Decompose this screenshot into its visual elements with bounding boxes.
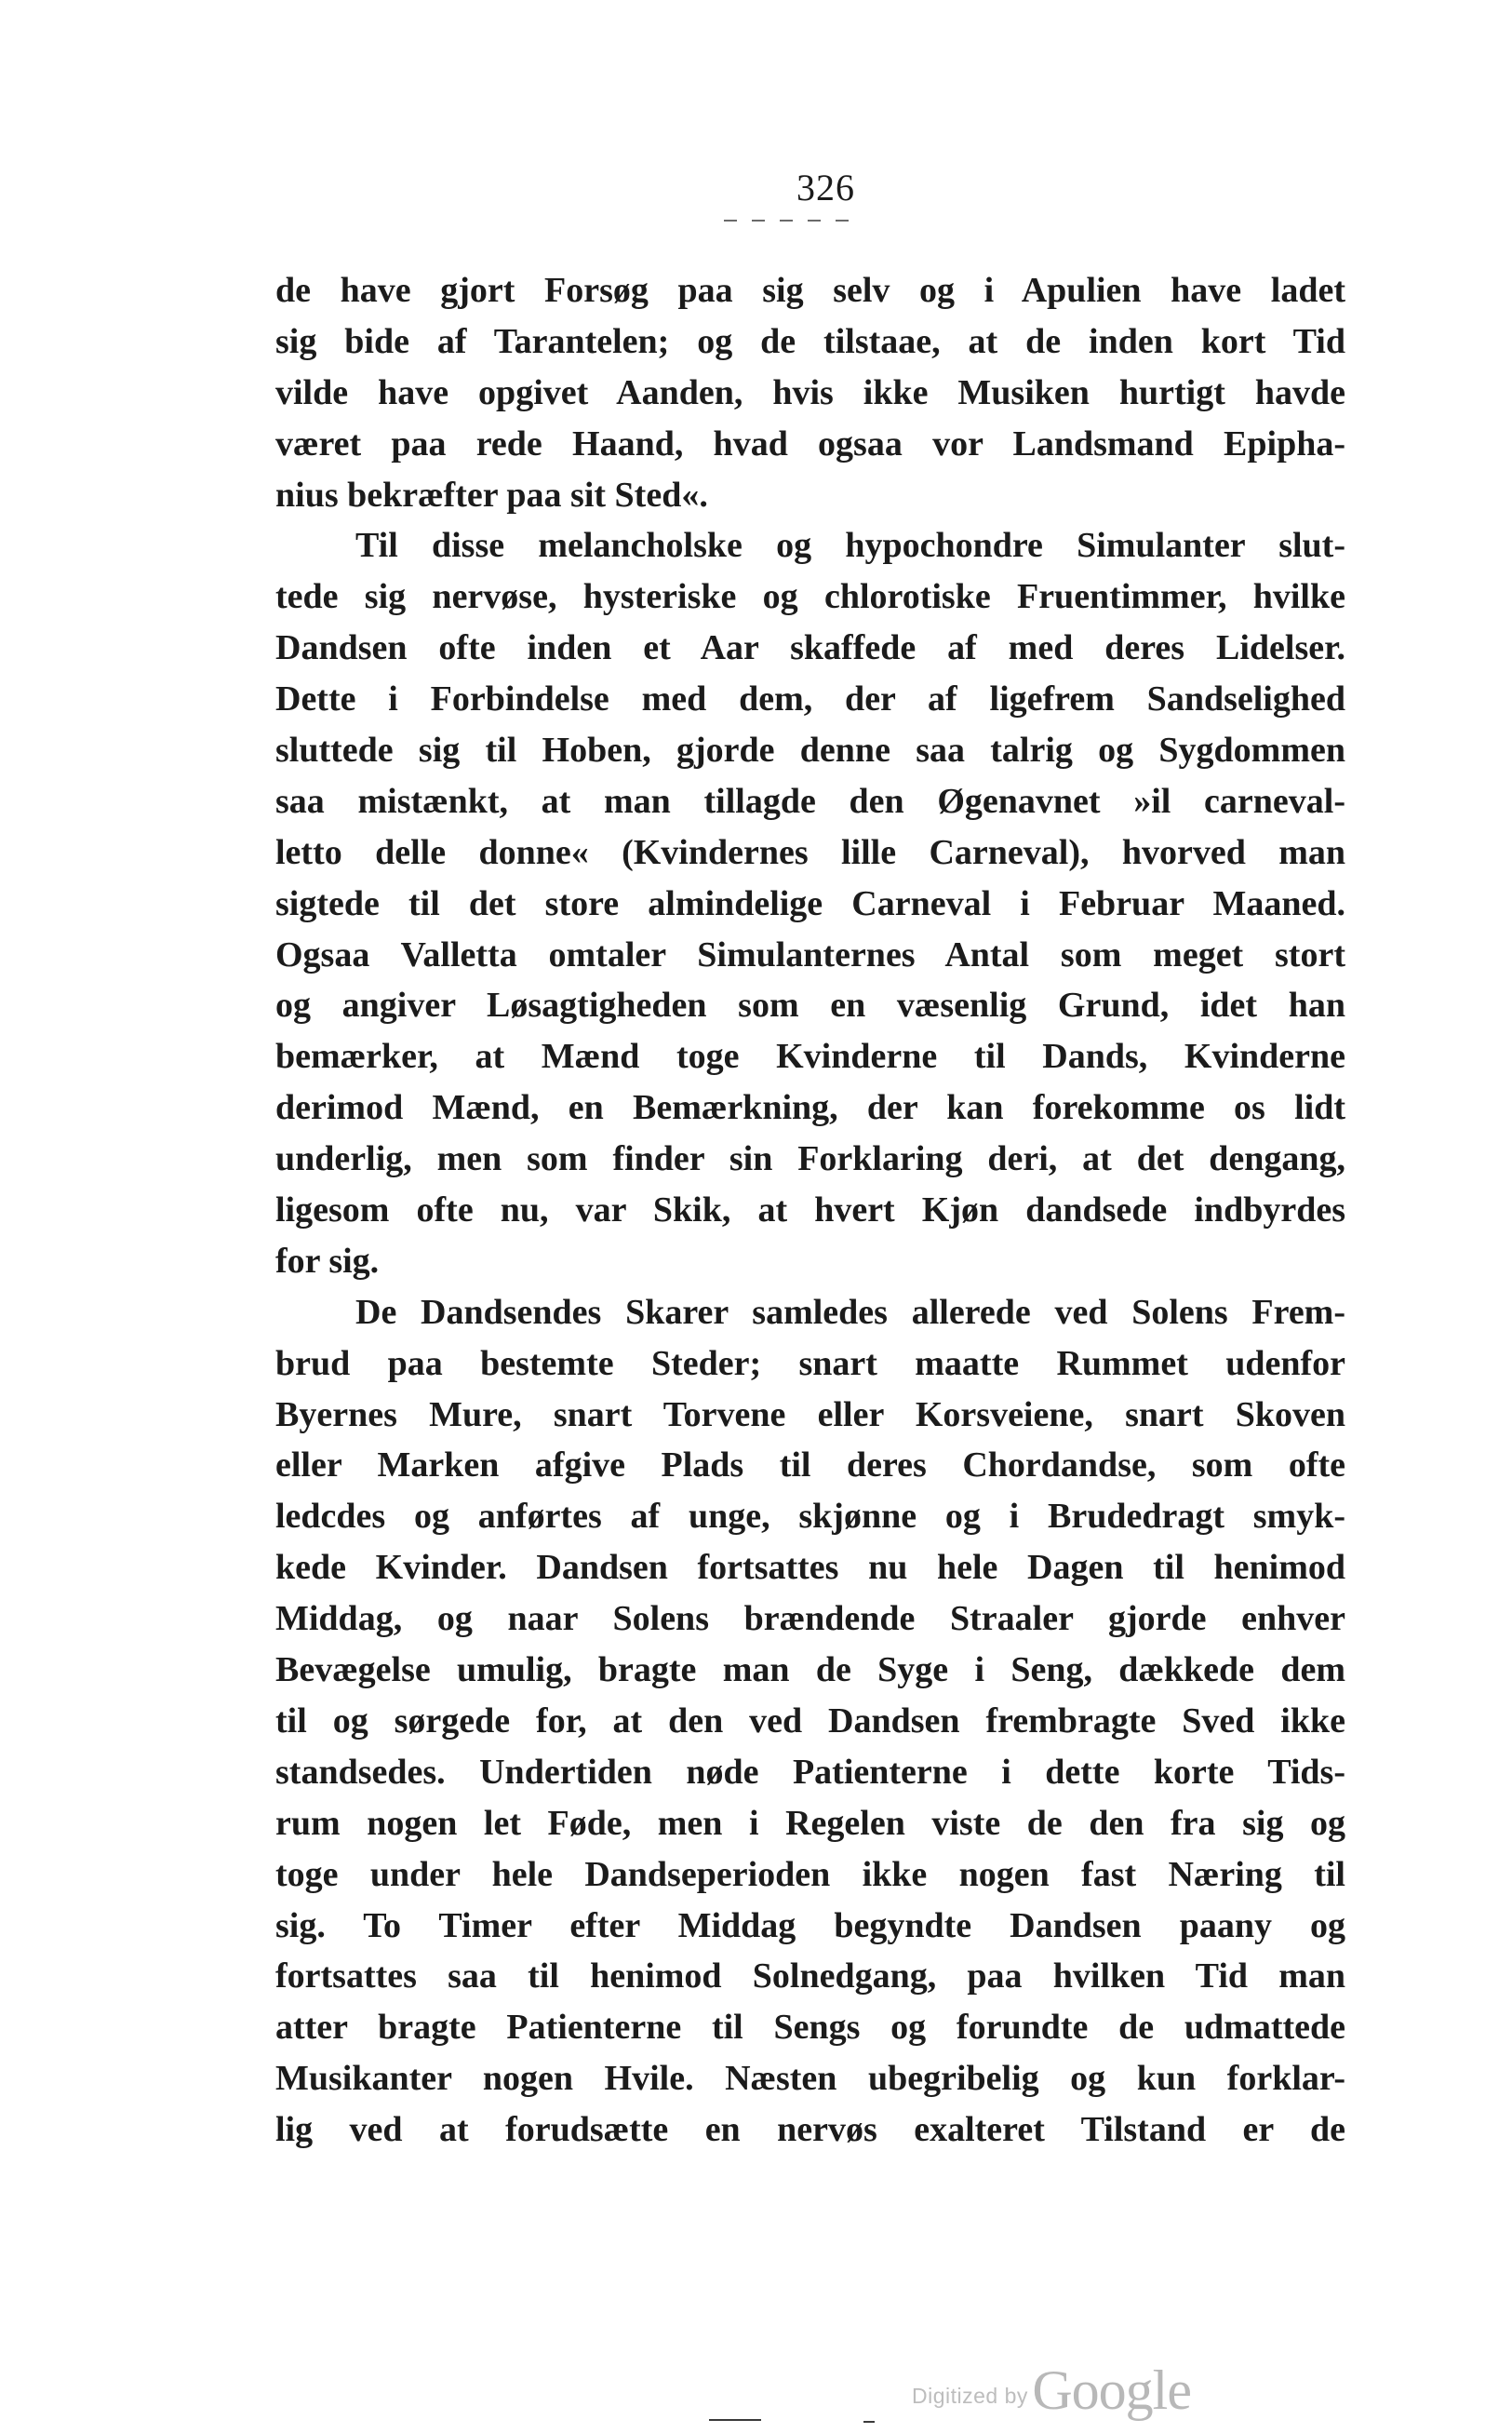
text-line: tede sig nervøse, hysteriske og chlorotiske Fruentimmer, hvilke [275, 577, 1345, 617]
footer-dash-right [863, 2421, 875, 2423]
text-line: for sig. [275, 1241, 380, 1281]
text-line: sig bide af Tarantelen; og de tilstaae, at de inden kort Tid [275, 321, 1345, 361]
text-line: atter bragte Patienterne til Sengs og forundte de udmattede [275, 2008, 1345, 2048]
page-number-rule [724, 220, 852, 222]
text-line: underlig, men som finder sin Forklaring deri, at det dengang, [275, 1139, 1345, 1179]
text-line: Middag, og naar Solens brændende Straaler gjorde enhver [275, 1599, 1345, 1639]
footer-dash-left [709, 2419, 761, 2421]
text-line: saa mistænkt, at man tillagde den Øgenavnet »il carneval- [275, 781, 1345, 821]
text-line: ledcdes og anførtes af unge, skjønne og i Brudedragt smyk- [275, 1497, 1345, 1537]
text-line: kede Kvinder. Dandsen fortsattes nu hele Dagen til henimod [275, 1548, 1345, 1588]
text-line: derimod Mænd, en Bemærkning, der kan forekomme os lidt [275, 1088, 1345, 1128]
text-line: nius bekræfter paa sit Sted«. [275, 475, 708, 515]
text-line: de have gjort Forsøg paa sig selv og i Apulien have ladet [275, 271, 1345, 310]
text-line: fortsattes saa til henimod Solnedgang, paa hvilken Tid man [275, 1956, 1345, 1996]
watermark-prefix: Digitized by [912, 2384, 1028, 2408]
text-line: vilde have opgivet Aanden, hvis ikke Musiken hurtigt havde [275, 372, 1345, 412]
text-line: Byernes Mure, snart Torvene eller Korsveiene, snart Skoven [275, 1394, 1345, 1434]
text-line: været paa rede Haand, hvad ogsaa vor Landsmand Epipha- [275, 423, 1345, 464]
text-line: Bevægelse umulig, bragte man de Syge i Seng, dækkede dem [275, 1650, 1345, 1690]
text-line: eller Marken afgive Plads til deres Chordandse, som ofte [275, 1445, 1345, 1485]
text-line: til og sørgede for, at den ved Dandsen frembragte Sved ikke [275, 1700, 1345, 1741]
text-line: standsedes. Undertiden nøde Patienterne i dette korte Tids- [275, 1752, 1345, 1792]
text-line: Ogsaa Valletta omtaler Simulanternes Antal som meget stort [275, 934, 1345, 975]
text-line: Til disse melancholske og hypochondre Simulanter slut- [355, 526, 1345, 566]
text-line: ligesom ofte nu, var Skik, at hvert Kjøn dandsede indbyrdes [275, 1190, 1345, 1230]
text-line: Dette i Forbindelse med dem, der af ligefrem Sandselighed [275, 679, 1345, 719]
text-line: lig ved at forudsætte en nervøs exalteret Tilstand er de [275, 2110, 1345, 2150]
page-number: 326 [796, 167, 855, 208]
watermark-logo: Google [1032, 2359, 1191, 2421]
text-body [275, 265, 1345, 2156]
text-line: De Dandsendes Skarer samledes allerede ved Solens Frem- [355, 1292, 1345, 1332]
text-line: letto delle donne« (Kvindernes lille Carneval), hvorved man [275, 832, 1345, 872]
text-line: og angiver Løsagtigheden som en væsenlig Grund, idet han [275, 986, 1345, 1026]
text-line: rum nogen let Føde, men i Regelen viste de den fra sig og [275, 1803, 1345, 1843]
text-line: Musikanter nogen Hvile. Næsten ubegribelig og kun forklar- [275, 2059, 1345, 2099]
text-line: sig. To Timer efter Middag begyndte Dandsen paany og [275, 1905, 1345, 1945]
text-line: brud paa bestemte Steder; snart maatte Rummet udenfor [275, 1343, 1345, 1383]
watermark [912, 2359, 1191, 2433]
text-line: bemærker, at Mænd toge Kvinderne til Dands, Kvinderne [275, 1037, 1345, 1077]
text-line: sigtede til det store almindelige Carneval i Februar Maaned. [275, 883, 1345, 923]
text-line: Dandsen ofte inden et Aar skaffede af med deres Lidelser. [275, 628, 1345, 668]
text-line: sluttede sig til Hoben, gjorde denne saa talrig og Sygdommen [275, 731, 1345, 771]
text-line: toge under hele Dandseperioden ikke nogen fast Næring til [275, 1854, 1345, 1894]
